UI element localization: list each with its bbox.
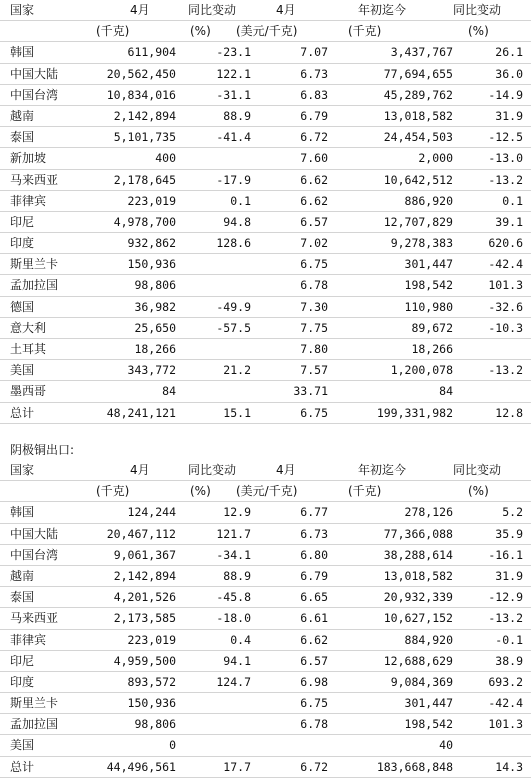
country-cell: 孟加拉国 xyxy=(10,278,59,293)
value-cell: 77,366,088 xyxy=(383,526,453,541)
table-row xyxy=(0,254,531,275)
units-row xyxy=(0,21,531,42)
value-cell: 6.62 xyxy=(300,193,328,208)
country-cell: 墨西哥 xyxy=(10,384,47,399)
table-row xyxy=(0,545,531,566)
country-cell: 菲律宾 xyxy=(10,632,47,647)
column-header: 同比变动 xyxy=(453,463,502,477)
value-cell: 124,244 xyxy=(127,505,176,520)
table-row xyxy=(0,502,531,523)
value-cell: 12.9 xyxy=(223,505,251,520)
table-row xyxy=(0,275,531,296)
units-row xyxy=(0,481,531,502)
table-row xyxy=(0,148,531,169)
value-cell: -42.4 xyxy=(488,696,523,711)
country-cell: 印尼 xyxy=(10,214,35,229)
value-cell: 124.7 xyxy=(216,674,251,689)
table-row xyxy=(0,106,531,127)
value-cell: 18,266 xyxy=(134,342,176,356)
value-cell: 6.79 xyxy=(300,108,328,123)
value-cell: 6.72 xyxy=(300,759,328,774)
value-cell: 0.4 xyxy=(230,632,251,647)
column-header: 4月 xyxy=(276,463,296,477)
value-cell: 400 xyxy=(155,151,176,166)
value-cell: -13.2 xyxy=(488,172,523,187)
table-row xyxy=(0,127,531,148)
unit-label: (千克) xyxy=(96,24,130,39)
country-cell: 美国 xyxy=(10,363,35,378)
value-cell: 2,000 xyxy=(418,151,453,166)
value-cell: 101.3 xyxy=(488,717,523,732)
value-cell: 48,241,121 xyxy=(106,405,176,420)
value-cell: 278,126 xyxy=(404,505,453,520)
country-cell: 土耳其 xyxy=(10,342,47,356)
value-cell: 343,772 xyxy=(127,363,176,378)
value-cell: 4,959,500 xyxy=(113,653,176,668)
value-cell: 6.73 xyxy=(300,66,328,81)
value-cell: -57.5 xyxy=(216,320,251,335)
value-cell: 31.9 xyxy=(495,108,523,123)
value-cell: 611,904 xyxy=(127,45,176,60)
value-cell: 98,806 xyxy=(134,278,176,293)
value-cell: 13,018,582 xyxy=(383,108,453,123)
value-cell: 94.8 xyxy=(223,214,251,229)
column-header: 4月 xyxy=(130,463,150,477)
value-cell: 6.78 xyxy=(300,717,328,732)
table-row xyxy=(0,64,531,85)
country-cell: 印度 xyxy=(10,674,35,689)
value-cell: 7.07 xyxy=(300,45,328,60)
value-cell: 7.02 xyxy=(300,236,328,251)
table-row xyxy=(0,318,531,339)
country-cell: 中国台湾 xyxy=(10,547,59,562)
value-cell: 6.72 xyxy=(300,130,328,145)
value-cell: -13.0 xyxy=(488,151,523,166)
value-cell: -34.1 xyxy=(216,547,251,562)
column-header: 年初迄今 xyxy=(358,463,407,477)
value-cell: 40 xyxy=(439,738,453,753)
column-header: 年初迄今 xyxy=(358,3,407,17)
value-cell: 301,447 xyxy=(404,257,453,272)
unit-label: (%) xyxy=(190,24,211,39)
value-cell: 6.57 xyxy=(300,653,328,668)
value-cell: 45,289,762 xyxy=(383,87,453,102)
value-cell: -31.1 xyxy=(216,87,251,102)
value-cell: 4,978,700 xyxy=(113,214,176,229)
value-cell: 31.9 xyxy=(495,568,523,583)
value-cell: 0.1 xyxy=(502,193,523,208)
value-cell: 6.80 xyxy=(300,547,328,562)
country-cell: 泰国 xyxy=(10,590,35,605)
unit-label: (千克) xyxy=(96,484,130,499)
value-cell: 2,173,585 xyxy=(113,611,176,626)
value-cell: 693.2 xyxy=(488,674,523,689)
value-cell: 12,707,829 xyxy=(383,214,453,229)
value-cell: 39.1 xyxy=(495,214,523,229)
table-row xyxy=(0,212,531,233)
value-cell: 13,018,582 xyxy=(383,568,453,583)
value-cell: 6.65 xyxy=(300,590,328,605)
value-cell: 84 xyxy=(439,384,453,399)
value-cell: 7.75 xyxy=(300,320,328,335)
value-cell: 9,278,383 xyxy=(390,236,453,251)
value-cell: -12.9 xyxy=(488,590,523,605)
table-row xyxy=(0,693,531,714)
unit-label: (%) xyxy=(190,484,211,499)
country-cell: 斯里兰卡 xyxy=(10,257,59,272)
value-cell: 6.62 xyxy=(300,172,328,187)
column-header: 4月 xyxy=(130,3,150,17)
country-cell: 韩国 xyxy=(10,505,35,520)
table-row xyxy=(0,566,531,587)
unit-label: (美元/千克) xyxy=(236,24,298,39)
column-header: 4月 xyxy=(276,3,296,17)
value-cell: 6.57 xyxy=(300,214,328,229)
table-row xyxy=(0,608,531,629)
value-cell: 223,019 xyxy=(127,193,176,208)
value-cell: 6.83 xyxy=(300,87,328,102)
unit-label: (%) xyxy=(468,484,489,499)
country-cell: 泰国 xyxy=(10,130,35,145)
value-cell: 301,447 xyxy=(404,696,453,711)
value-cell: 1,200,078 xyxy=(390,363,453,378)
value-cell: 620.6 xyxy=(488,236,523,251)
value-cell: 0.1 xyxy=(230,193,251,208)
value-cell: 9,061,367 xyxy=(113,547,176,562)
table-row xyxy=(0,714,531,735)
value-cell: 26.1 xyxy=(495,45,523,60)
column-header: 国家 xyxy=(10,3,35,17)
column-header: 同比变动 xyxy=(188,3,237,17)
value-cell: 84 xyxy=(162,384,176,399)
value-cell: 35.9 xyxy=(495,526,523,541)
value-cell: 7.57 xyxy=(300,363,328,378)
value-cell: 89,672 xyxy=(411,320,453,335)
value-cell: 5,101,735 xyxy=(113,130,176,145)
value-cell: 10,642,512 xyxy=(383,172,453,187)
value-cell: -17.9 xyxy=(216,172,251,187)
unit-label: (千克) xyxy=(348,24,382,39)
value-cell: 21.2 xyxy=(223,363,251,378)
value-cell: 2,178,645 xyxy=(113,172,176,187)
column-header: 国家 xyxy=(10,463,35,477)
value-cell: -16.1 xyxy=(488,547,523,562)
value-cell: -0.1 xyxy=(495,632,523,647)
value-cell: 5.2 xyxy=(502,505,523,520)
table-row xyxy=(0,339,531,360)
table-row xyxy=(0,233,531,254)
value-cell: 12,688,629 xyxy=(383,653,453,668)
value-cell: 98,806 xyxy=(134,717,176,732)
value-cell: 17.7 xyxy=(223,759,251,774)
country-cell: 总计 xyxy=(10,759,35,774)
value-cell: 25,650 xyxy=(134,320,176,335)
column-header: 同比变动 xyxy=(188,463,237,477)
value-cell: 6.77 xyxy=(300,505,328,520)
value-cell: 88.9 xyxy=(223,568,251,583)
value-cell: 893,572 xyxy=(127,674,176,689)
table-row xyxy=(0,630,531,651)
value-cell: 150,936 xyxy=(127,257,176,272)
value-cell: -10.3 xyxy=(488,320,523,335)
country-cell: 斯里兰卡 xyxy=(10,696,59,711)
header-row xyxy=(0,0,531,21)
value-cell: 10,834,016 xyxy=(106,87,176,102)
country-cell: 意大利 xyxy=(10,320,47,335)
country-cell: 越南 xyxy=(10,568,35,583)
value-cell: 6.75 xyxy=(300,257,328,272)
value-cell: 7.80 xyxy=(300,342,328,356)
country-cell: 印度 xyxy=(10,236,35,251)
table-row xyxy=(0,757,531,778)
value-cell: 14.3 xyxy=(495,759,523,774)
value-cell: 121.7 xyxy=(216,526,251,541)
value-cell: -12.5 xyxy=(488,130,523,145)
value-cell: 6.73 xyxy=(300,526,328,541)
value-cell: 36,982 xyxy=(134,299,176,314)
value-cell: 932,862 xyxy=(127,236,176,251)
value-cell: -23.1 xyxy=(216,45,251,60)
value-cell: 6.79 xyxy=(300,568,328,583)
country-cell: 中国大陆 xyxy=(10,66,59,81)
value-cell: 12.8 xyxy=(495,405,523,420)
value-cell: 122.1 xyxy=(216,66,251,81)
table-row xyxy=(0,672,531,693)
value-cell: 128.6 xyxy=(216,236,251,251)
value-cell: 7.30 xyxy=(300,299,328,314)
value-cell: 886,920 xyxy=(404,193,453,208)
country-cell: 中国台湾 xyxy=(10,87,59,102)
country-cell: 孟加拉国 xyxy=(10,717,59,732)
country-cell: 总计 xyxy=(10,405,35,420)
value-cell: 20,562,450 xyxy=(106,66,176,81)
unit-label: (千克) xyxy=(348,484,382,499)
value-cell: -32.6 xyxy=(488,299,523,314)
value-cell: 223,019 xyxy=(127,632,176,647)
value-cell: 15.1 xyxy=(223,405,251,420)
value-cell: 9,084,369 xyxy=(390,674,453,689)
value-cell: -13.2 xyxy=(488,363,523,378)
table-row xyxy=(0,191,531,212)
value-cell: 6.62 xyxy=(300,632,328,647)
country-cell: 新加坡 xyxy=(10,151,47,166)
value-cell: -49.9 xyxy=(216,299,251,314)
country-cell: 美国 xyxy=(10,738,35,753)
value-cell: -42.4 xyxy=(488,257,523,272)
country-cell: 马来西亚 xyxy=(10,172,59,187)
value-cell: 101.3 xyxy=(488,278,523,293)
value-cell: 6.78 xyxy=(300,278,328,293)
value-cell: 6.61 xyxy=(300,611,328,626)
value-cell: 24,454,503 xyxy=(383,130,453,145)
country-cell: 中国大陆 xyxy=(10,526,59,541)
value-cell: 44,496,561 xyxy=(106,759,176,774)
value-cell: 18,266 xyxy=(411,342,453,356)
value-cell: 33.71 xyxy=(293,384,328,399)
country-cell: 菲律宾 xyxy=(10,193,47,208)
table-row xyxy=(0,403,531,424)
table-row xyxy=(0,524,531,545)
value-cell: 183,668,848 xyxy=(376,759,453,774)
value-cell: 2,142,894 xyxy=(113,568,176,583)
section-title-cathode-copper-export: 阴极铜出口: xyxy=(10,443,75,457)
value-cell: -41.4 xyxy=(216,130,251,145)
table-row xyxy=(0,381,531,402)
value-cell: 110,980 xyxy=(404,299,453,314)
value-cell: 88.9 xyxy=(223,108,251,123)
table-row xyxy=(0,651,531,672)
unit-label: (%) xyxy=(468,24,489,39)
value-cell: 3,437,767 xyxy=(390,45,453,60)
value-cell: 20,467,112 xyxy=(106,526,176,541)
value-cell: 38,288,614 xyxy=(383,547,453,562)
value-cell: 150,936 xyxy=(127,696,176,711)
header-row xyxy=(0,460,531,481)
value-cell: 36.0 xyxy=(495,66,523,81)
value-cell: 198,542 xyxy=(404,717,453,732)
value-cell: 199,331,982 xyxy=(376,405,453,420)
value-cell: 10,627,152 xyxy=(383,611,453,626)
value-cell: 884,920 xyxy=(404,632,453,647)
unit-label: (美元/千克) xyxy=(236,484,298,499)
table-row xyxy=(0,297,531,318)
column-header: 同比变动 xyxy=(453,3,502,17)
value-cell: 7.60 xyxy=(300,151,328,166)
value-cell: -13.2 xyxy=(488,611,523,626)
country-cell: 马来西亚 xyxy=(10,611,59,626)
value-cell: 6.75 xyxy=(300,405,328,420)
table-row xyxy=(0,360,531,381)
value-cell: 6.75 xyxy=(300,696,328,711)
table-row xyxy=(0,170,531,191)
value-cell: 20,932,339 xyxy=(383,590,453,605)
country-cell: 德国 xyxy=(10,299,35,314)
value-cell: 6.98 xyxy=(300,674,328,689)
value-cell: 198,542 xyxy=(404,278,453,293)
value-cell: 4,201,526 xyxy=(113,590,176,605)
table-row xyxy=(0,85,531,106)
value-cell: 2,142,894 xyxy=(113,108,176,123)
value-cell: 38.9 xyxy=(495,653,523,668)
value-cell: -14.9 xyxy=(488,87,523,102)
country-cell: 越南 xyxy=(10,108,35,123)
country-cell: 韩国 xyxy=(10,45,35,60)
value-cell: -18.0 xyxy=(216,611,251,626)
value-cell: -45.8 xyxy=(216,590,251,605)
export-table-2 xyxy=(0,460,531,778)
table-row xyxy=(0,42,531,63)
value-cell: 94.1 xyxy=(223,653,251,668)
table-row xyxy=(0,735,531,756)
value-cell: 77,694,655 xyxy=(383,66,453,81)
table-row xyxy=(0,587,531,608)
value-cell: 0 xyxy=(169,738,176,753)
country-cell: 印尼 xyxy=(10,653,35,668)
